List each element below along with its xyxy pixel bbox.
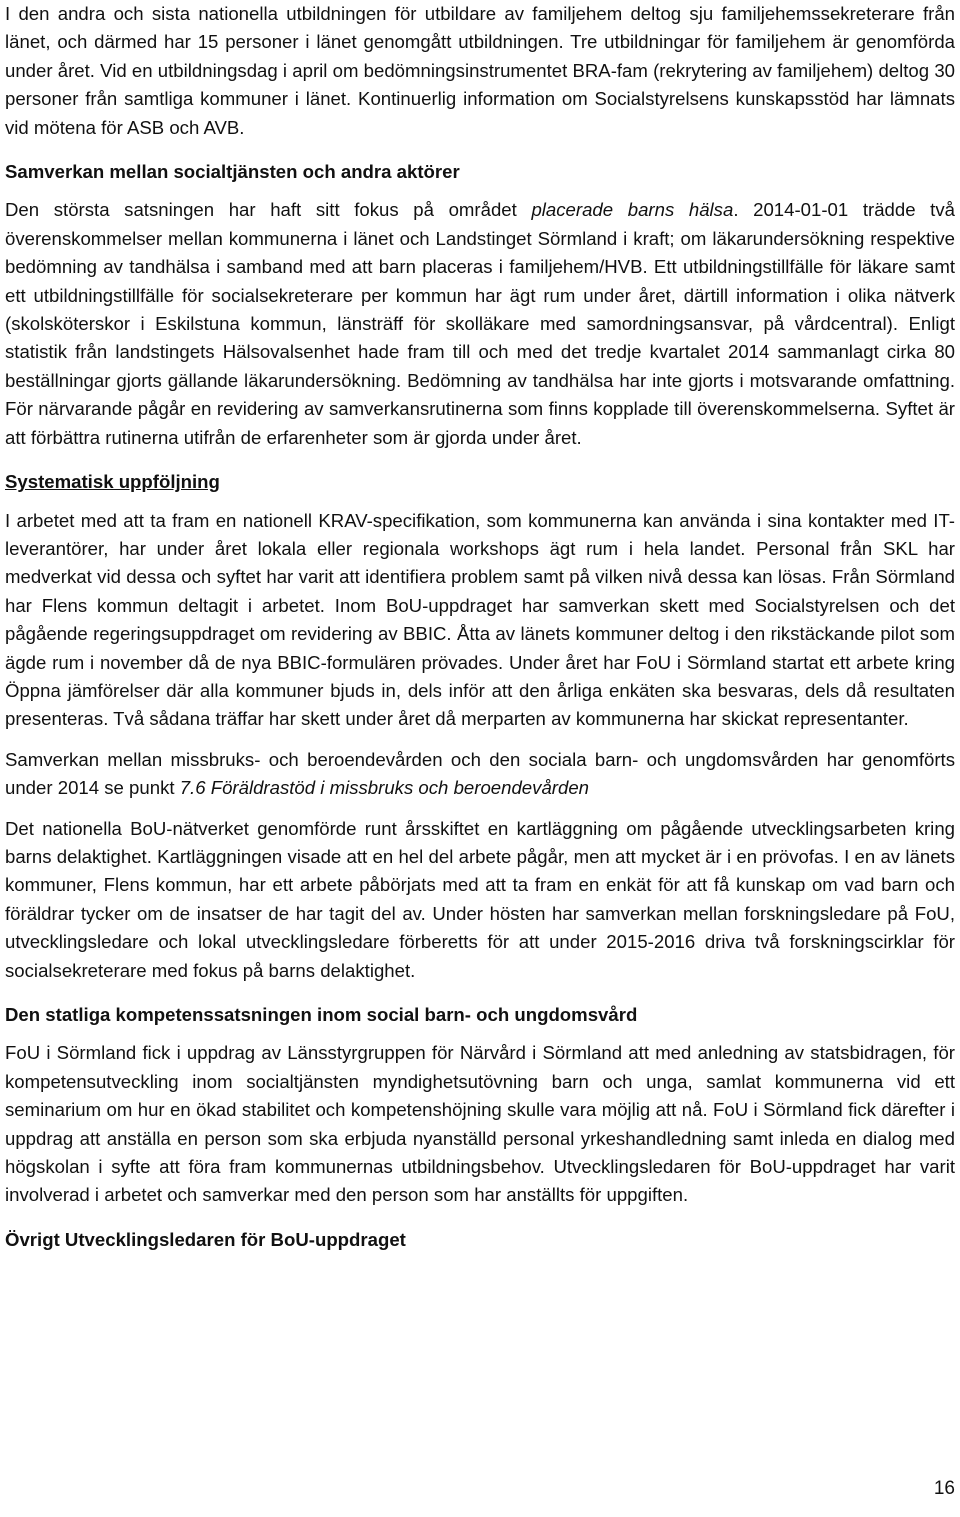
page-number: 16 bbox=[933, 1478, 955, 1499]
document-page bbox=[5, 0, 955, 1264]
systematisk-paragraph-2 bbox=[5, 746, 955, 803]
samverkan-text-rest: . 2014-01-01 trädde två överenskommelser mellan kommunerna i länet och Landstinget Sörmland i kraft; om läkarundersökning respektive bedömning av tandhälsa i samband med att barn placeras i familjehem/HVB. Ett utbildningstillfälle för läkare samt ett utbildningstillfälle för socialsekreterare per kommun har ägt rum under året, därtill information i olika nätverk (skolsköterskor i Eskilstuna kommun, länsträff för skolläkare med samordningsansvar, på vårdcentral). Enligt statistik från landstingets Hälsovalsenhet hade fram till och med det tredje kvartalet 2014 sammanlagt cirka 80 beställningar gjorts gällande läkarundersökning. Bedömning av tandhälsa har inte gjorts i motsvarande omfattning. För närvarande pågår en revidering av samverkansrutinerna som finns kopplade till överenskommelserna. Syftet är att förbättra rutinerna utifrån de erfarenheter som är gjorda under året. bbox=[5, 199, 955, 448]
samverkan-paragraph bbox=[5, 196, 955, 452]
intro-text-part1: I den andra och sista nationella utbildningen för utbildare av familjehem deltog sju familjehemssekreterare från länet, och därmed har 15 personer i länet genomgått utbildningen. Tre utbildningar för familjehem är genomförda under året. Vid en utbildningsdag i april om bedömningsinstrumentet BRA-fam (rekrytering av familjehem) deltog 30 personer från samtliga kommuner i länet. bbox=[5, 3, 955, 110]
heading-systematisk-uppfoljning: Systematisk uppföljning bbox=[5, 471, 220, 493]
systematisk-paragraph-1: I arbetet med att ta fram en nationell KRAV-specifikation, som kommunerna kan använda i sina kontakter med IT-leverantörer, har under året lokala eller regionala workshops ägt rum i hela landet. Personal från SKL har medverkat vid dessa och syftet har varit att identifiera problem samt på vilken nivå dessa kan lösas. Från Sörmland har Flens kommun deltagit i arbetet. Inom BoU-uppdraget har samverkan skett med Socialstyrelsen och det pågående regeringsuppdraget om revidering av BBIC. Åtta av länets kommuner deltog i den rikstäckande pilot som ägde rum i november då de nya BBIC-formulären prövades. Under året har FoU i Sörmland startat ett arbete kring Öppna jämförelser där alla kommuner bjuds in, dels inför att den årliga enkäten ska besvaras, dels då resultaten presenteras. Två sådana träffar har skett under året då merparten av kommunerna har skickat representanter. bbox=[5, 509, 955, 730]
intro-paragraph bbox=[5, 0, 955, 142]
intro-text-part2: Kontinuerlig information om Socialstyrelsens kunskapsstöd har lämnats vid mötena för ASB och AVB. bbox=[5, 88, 955, 138]
systematisk-p2-italic: 7.6 Föräldrastöd i missbruks och beroendevården bbox=[179, 777, 589, 799]
samverkan-text-start: Den största satsningen har haft sitt fokus på området bbox=[5, 199, 532, 221]
heading-samverkan: Samverkan mellan socialtjänsten och andra aktörer bbox=[5, 161, 460, 183]
heading-statliga-kompetenssatsningen: Den statliga kompetenssatsningen inom social barn- och ungdomsvård bbox=[5, 1004, 638, 1025]
systematisk-paragraph-3: Det nationella BoU-nätverket genomförde runt årsskiftet en kartläggning om pågående utvecklingsarbeten kring barns delaktighet. Kartläggningen visade att en hel del arbete pågår, men att mycket är i en prövofas. I en av länets kommuner, Flens kommun, har ett arbete påbörjats med att ta fram en enkät för att få kunskap om vad barn och föräldrar tycker om de insatser de har tagit del av. Under hösten har samverkan mellan forskningsledare på FoU, utvecklingsledare och lokal utvecklingsledare förberetts för att under 2015-2016 driva två forskningscirklar för socialsekreterare med fokus på barns delaktighet. bbox=[5, 817, 955, 981]
systematisk-p2-text: Samverkan mellan missbruks- och beroendevården och den sociala barn- och ungdomsvården har genomförts under 2014 se punkt bbox=[5, 748, 955, 799]
statliga-paragraph: FoU i Sörmland fick i uppdrag av Länsstyrgruppen för Närvård i Sörmland att med anledning av statsbidragen, för kompetensutveckling inom socialtjänsten myndighetsutövning barn och unga, samlat kommunerna vid ett seminarium om hur en ökad stabilitet och kompetenshöjning skulle vara möjlig att nå. FoU i Sörmland fick därefter i uppdrag att anställa en person som ska erbjuda nyanställd personal yrkeshandledning samt inleda en dialog med högskolan i syfte att föra fram kommunernas utbildningsbehov. Utvecklingsledaren för BoU-uppdraget har varit involverad i arbetet och samverkar med den person som har anställts för uppgiften. bbox=[5, 1042, 955, 1206]
samverkan-text-italic: placerade barns hälsa bbox=[531, 199, 734, 221]
heading-ovrigt: Övrigt Utvecklingsledaren för BoU-uppdraget bbox=[5, 1228, 406, 1250]
